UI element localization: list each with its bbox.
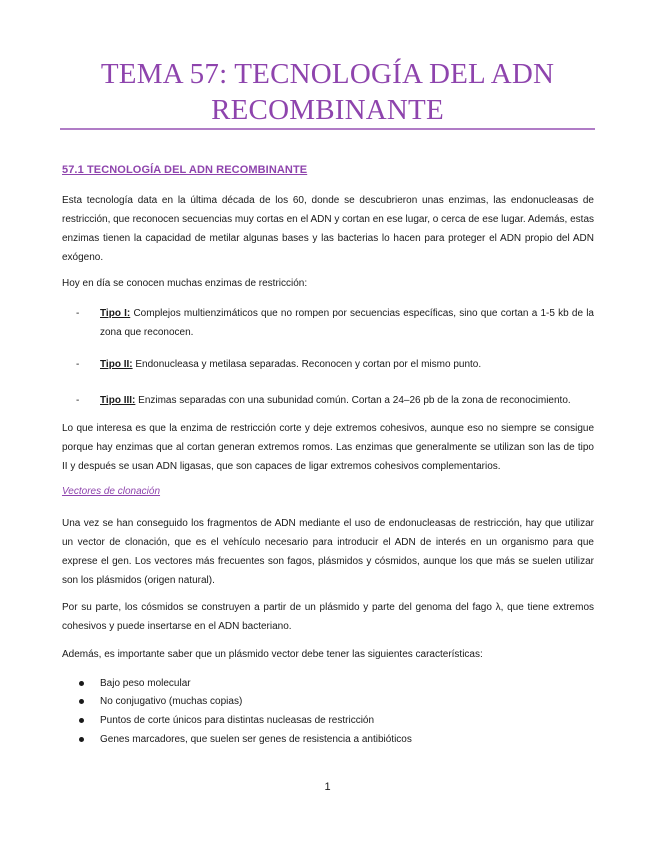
page-number: 1 (324, 781, 331, 793)
list-item-tipo-3 (62, 391, 594, 410)
tipo-label: Tipo II: (100, 359, 133, 370)
bullet-item (62, 711, 594, 730)
bullet-item (62, 730, 594, 749)
list-dash: - (76, 308, 80, 319)
paragraph-interest: Lo que interesa es que la enzima de restricción corte y deje extremos cohesivos, aunque eso no siempre se consigue porque hay enzimas que al cortan generan extremos romos. Las enzimas que generalmente se utilizan son las de tipo II y después se usan ADN ligasas, que son capaces de ligar extremos cohesivos complementarios. (62, 423, 594, 472)
tipo-label: Tipo III: (100, 395, 136, 406)
paragraph-intro: Esta tecnología data en la última década de los 60, donde se descubrieron unas enzimas, las endonucleasas de restricción, que reconocen secuencias muy cortas en el ADN y cortan en ese lugar, o cerca de ese lugar. Además, estas enzimas tienen la capacidad de metilar algunas bases y las bacterias lo hacen para proteger el ADN propio del ADN exógeno. (62, 195, 594, 263)
title-divider (60, 128, 595, 130)
bullet-text: Puntos de corte únicos para distintas nucleasas de restricción (100, 715, 375, 726)
list-dash: - (76, 395, 80, 406)
bullet-text: Genes marcadores, que suelen ser genes de resistencia a antibióticos (100, 734, 412, 745)
tipo-text: Complejos multienzimáticos que no rompen por secuencias específicas, sino que cortan a 1-5 kb de la zona que reconocen. (100, 308, 594, 338)
paragraph-plasmid-intro: Además, es importante saber que un plásmido vector debe tener las siguientes características: (62, 649, 483, 660)
page-title (60, 56, 595, 128)
tipo-text: Enzimas separadas con una subunidad común. Cortan a 24–26 pb de la zona de reconocimiento. (135, 395, 571, 406)
paragraph-cosmids: Por su parte, los cósmidos se construyen a partir de un plásmido y parte del genoma del fago λ, que tiene extremos cohesivos y puede insertarse en el ADN bacteriano. (62, 602, 594, 632)
bullet-icon (79, 737, 84, 742)
bullet-item (62, 692, 594, 711)
tipo-text: Endonucleasa y metilasa separadas. Reconocen y cortan por el mismo punto. (132, 359, 482, 370)
list-item-tipo-2 (62, 355, 594, 374)
bullet-text: Bajo peso molecular (100, 678, 191, 689)
bullet-item (62, 674, 594, 693)
list-item-tipo-1 (62, 304, 594, 342)
paragraph-vectors: Una vez se han conseguido los fragmentos de ADN mediante el uso de endonucleasas de restricción, hay que utilizar un vector de clonación, que es el vehículo necesario para introducir el ADN de interés en un organismo para que exprese el gen. Los vectores más frecuentes son fagos, plásmidos y cósmidos, aunque los que más se suelen utilizar son los plásmidos (origen natural). (62, 518, 594, 586)
bullet-icon (79, 718, 84, 723)
title-line-1: TEMA 57: TECNOLOGÍA DEL ADN (100, 58, 555, 90)
title-line-2: RECOMBINANTE (211, 94, 444, 126)
section-heading: 57.1 TECNOLOGÍA DEL ADN RECOMBINANTE (62, 164, 308, 176)
bullet-icon (79, 699, 84, 704)
tipo-label: Tipo I: (100, 308, 131, 319)
bullet-text: No conjugativo (muchas copias) (100, 696, 243, 707)
list-dash: - (76, 359, 80, 370)
vectors-subheading: Vectores de clonación (62, 486, 161, 497)
bullet-icon (79, 681, 84, 686)
paragraph-enzymes-intro: Hoy en día se conocen muchas enzimas de restricción: (62, 278, 308, 289)
